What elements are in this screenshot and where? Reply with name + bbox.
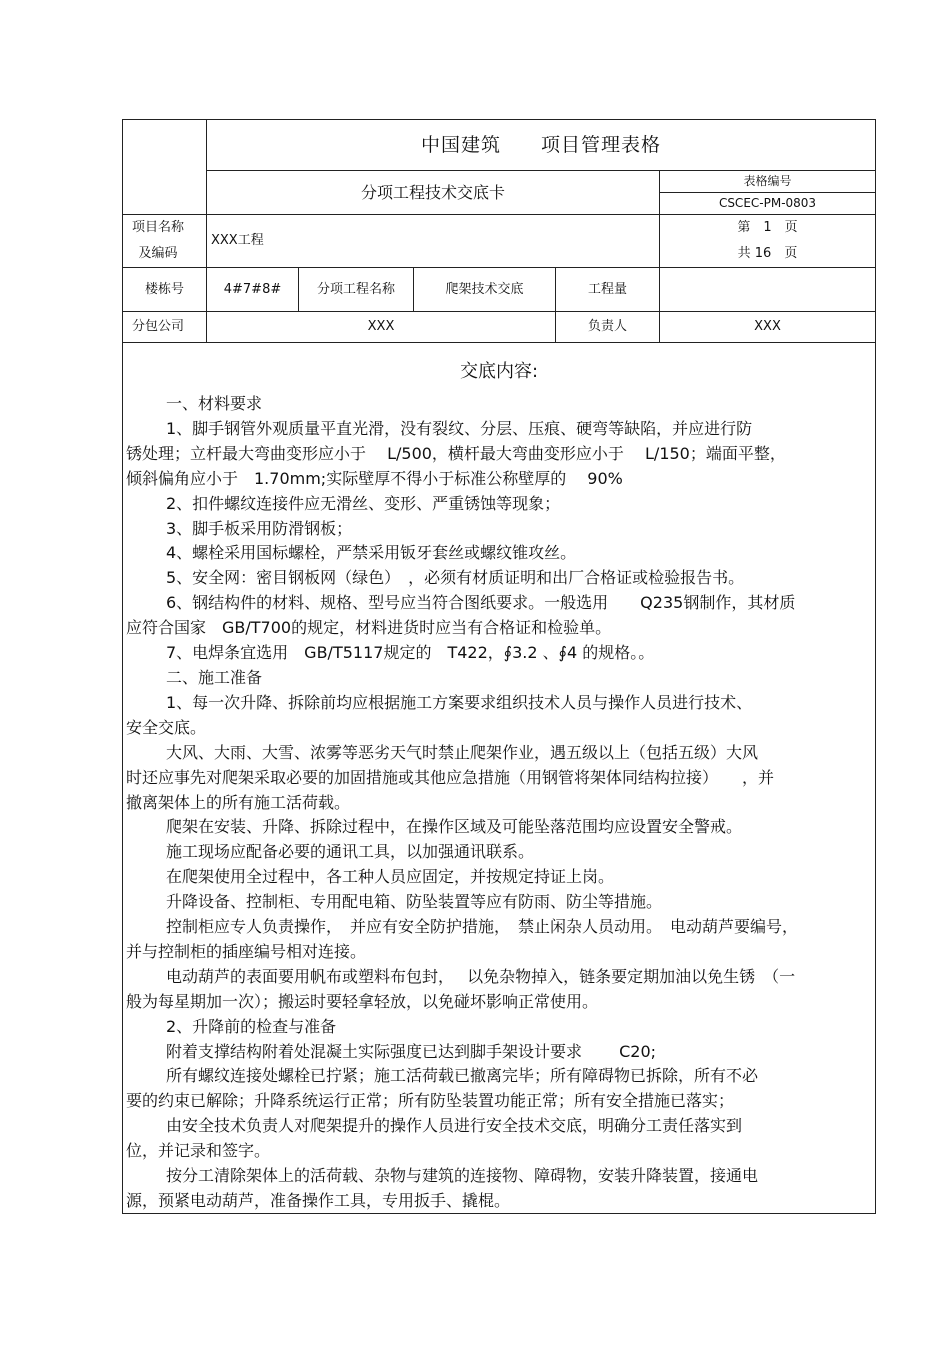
content-line: 施工现场应配备必要的通讯工具，以加强通讯联系。 [166, 842, 535, 862]
subcontractor-label: 分包公司 [131, 319, 184, 335]
content-title: 交底内容: [459, 361, 539, 382]
content-line: 时还应事先对爬架采取必要的加固措施或其他应急措施（用钢管将架体同结构拉接） ，并 [126, 767, 775, 787]
quantity-label: 工程量 [587, 281, 627, 297]
page-current: 第 1 页 [737, 220, 798, 236]
content-line: 按分工清除架体上的活荷载、杂物与建筑的连接物、障碍物，安装升降装置，接通电 [166, 1166, 759, 1186]
content-line: 1、每一次升降、拆除前均应根据施工方案要求组织技术人员与操作人员进行技术、 [166, 692, 753, 712]
content-line: 安全交底。 [126, 717, 207, 737]
content-line: 般为每星期加一次）；搬运时要轻拿轻放，以免碰坏影响正常使用。 [126, 991, 599, 1011]
content-line: 2、扣件螺纹连接件应无滑丝、变形、严重锈蚀等现象； [166, 493, 561, 513]
content-line: 7、电焊条宜选用 GB/T5117规定的 T422，∮3.2 、∮4 的规格。。 [166, 643, 655, 663]
grid-line [123, 342, 875, 343]
content-line: 4、螺栓采用国标螺栓，严禁采用钣牙套丝或螺纹锥攻丝。 [166, 543, 577, 563]
building-label: 楼栋号 [144, 281, 184, 297]
project-name-label-1: 项目名称 [131, 220, 184, 236]
form-subtitle: 分项工程技术交底卡 [360, 182, 505, 202]
content-line: 二、施工准备 [166, 667, 263, 687]
content-line: 大风、大雨、大雪、浓雾等恶劣天气时禁止爬架作业，遇五级以上（包括五级）大风 [166, 742, 759, 762]
content-line: 2、升降前的检查与准备 [166, 1016, 337, 1036]
content-body [126, 392, 871, 1214]
content-line: 由安全技术负责人对爬架提升的操作人员进行安全技术交底，明确分工责任落实到 [166, 1116, 743, 1136]
content-line: 升降设备、控制柜、专用配电箱、防坠装置等应有防雨、防尘等措施。 [166, 892, 663, 912]
subitem-value: 爬架技术交底 [445, 281, 524, 297]
content-line: 6、钢结构件的材料、规格、型号应当符合图纸要求。一般选用 Q235钢制作，其材质 [166, 593, 796, 613]
building-value: 4#7#8# [223, 281, 282, 297]
content-line: 1、脚手钢管外观质量平直光滑，没有裂纹、分层、压痕、硬弯等缺陷，并应进行防 [166, 418, 753, 438]
content-line: 锈处理；立杆最大弯曲变形应小于 L/500，横杆最大弯曲变形应小于 L/150；端面平整， [126, 443, 786, 463]
project-name-label-2: 及编码 [138, 246, 178, 262]
content-line: 爬架在安装、升降、拆除过程中，在操作区域及可能坠落范围均应设置安全警戒。 [166, 817, 743, 837]
content-line: 5、安全网：密目钢板网（绿色） ，必须有材质证明和出厂合格证或检验报告书。 [166, 568, 745, 588]
subitem-label: 分项工程名称 [316, 281, 395, 297]
content-line: 要的约束已解除；升降系统运行正常；所有防坠装置功能正常；所有安全措施已落实； [126, 1091, 735, 1111]
content-line: 附着支撑结构附着处混凝土实际强度已达到脚手架设计要求 C20; [166, 1041, 657, 1061]
content-line: 一、材料要求 [166, 394, 263, 413]
page-total: 共 16 页 [737, 246, 798, 262]
content-line: 应符合国家 GB/T700的规定，材料进货时应当有合格证和检验单。 [126, 618, 612, 638]
form-title: 中国建筑 项目管理表格 [420, 133, 661, 156]
content-line: 在爬架使用全过程中，各工种人员应固定，并按规定持证上岗。 [166, 867, 615, 887]
content-line: 电动葫芦的表面要用帆布或塑料布包封， 以免杂物掉入，链条要定期加油以免生锈 （一 [166, 966, 796, 986]
content-line: 并与控制柜的插座编号相对连接。 [126, 941, 367, 961]
content-line: 源，预紧电动葫芦，准备操作工具，专用扳手、撬棍。 [126, 1191, 511, 1210]
content-line: 所有螺纹连接处螺栓已拧紧；施工活荷载已撤离完毕；所有障碍物已拆除，所有不必 [166, 1066, 759, 1086]
content-line: 倾斜偏角应小于 1.70mm;实际壁厚不得小于标准公称壁厚的 90% [126, 468, 623, 488]
leader-value: XXX [754, 319, 781, 335]
technical-disclosure-form [122, 119, 876, 1214]
content-line: 3、脚手板采用防滑钢板； [166, 518, 353, 538]
project-name-value: XXX工程 [211, 233, 264, 249]
content-line: 控制柜应专人负责操作， 并应有安全防护措施， 禁止闲杂人员动用。 电动葫芦要编号， [166, 917, 799, 937]
content-line: 撤离架体上的所有施工活荷载。 [126, 792, 351, 812]
form-number-label: 表格编号 [743, 174, 792, 189]
content-line: 位，并记录和签字。 [126, 1141, 271, 1161]
form-number: CSCEC-PM-0803 [718, 196, 817, 211]
quantity-value [660, 268, 875, 311]
subcontractor-value: XXX [367, 319, 395, 335]
leader-label: 负责人 [587, 319, 627, 335]
